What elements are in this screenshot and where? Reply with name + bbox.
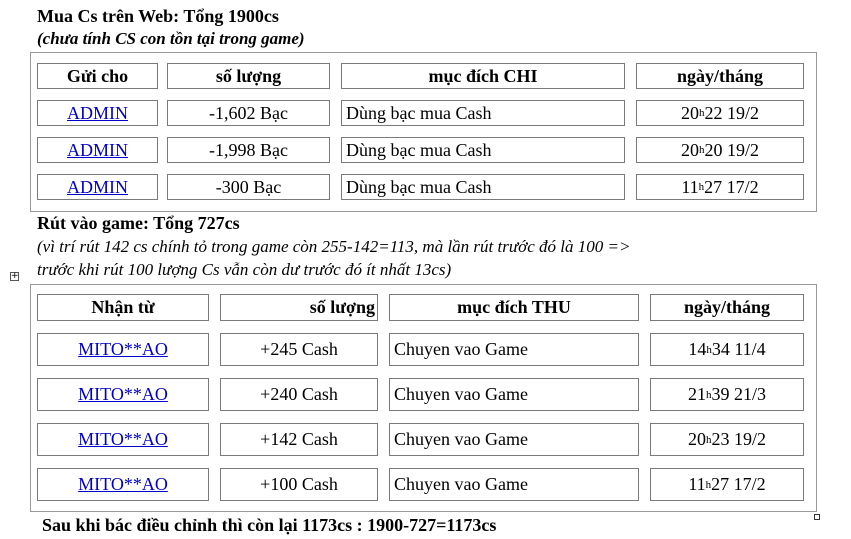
table-row-cell-to bbox=[37, 137, 158, 163]
time-hour: 14 bbox=[688, 339, 707, 359]
table-row-cell-date: 20 h 23 19/2 bbox=[650, 423, 804, 456]
time-rest: 34 11/4 bbox=[711, 339, 766, 359]
table-row-cell-from bbox=[37, 423, 209, 456]
table1-header-purpose: mục đích CHI bbox=[341, 63, 625, 89]
table-row-cell-amount: +245 Cash bbox=[220, 333, 378, 366]
table-row-cell-purpose: Dùng bạc mua Cash bbox=[341, 174, 625, 200]
time-rest: 27 17/2 bbox=[704, 176, 759, 197]
table-row-cell-from bbox=[37, 378, 209, 411]
table-row-cell-date: 14 h 34 11/4 bbox=[650, 333, 804, 366]
time-rest: 23 19/2 bbox=[711, 429, 766, 449]
time-hour: 21 bbox=[687, 384, 706, 404]
resize-handle-icon[interactable] bbox=[814, 514, 820, 520]
time-rest: 22 19/2 bbox=[704, 102, 759, 123]
table-row-cell-date: 21 h 39 21/3 bbox=[650, 378, 804, 411]
table-row-cell-date: 11 h 27 17/2 bbox=[636, 174, 804, 200]
table-row-cell-purpose: Dùng bạc mua Cash bbox=[341, 137, 625, 163]
table2-header-from: Nhận từ bbox=[37, 294, 209, 321]
table2-header-date: ngày/tháng bbox=[650, 294, 804, 321]
recipient-link[interactable]: ADMIN bbox=[67, 139, 128, 160]
table-row-cell-purpose: Chuyen vao Game bbox=[389, 378, 639, 411]
table-row-cell-date: 20 h 22 19/2 bbox=[636, 100, 804, 126]
section2-note-line2: trước khi rút 100 lượng Cs vẫn còn dư trước đó ít nhất 13cs) bbox=[37, 260, 452, 279]
time-hour: 11 bbox=[681, 176, 699, 197]
table-row-cell-amount: -1,998 Bạc bbox=[167, 137, 330, 163]
table2-header-purpose: mục đích THU bbox=[389, 294, 639, 321]
time-hour: 20 bbox=[680, 139, 699, 160]
recipient-link[interactable]: ADMIN bbox=[67, 102, 128, 123]
table-row-cell-to bbox=[37, 174, 158, 200]
table-row-cell-date: 20 h 20 19/2 bbox=[636, 137, 804, 163]
table-row-cell-amount: -1,602 Bạc bbox=[167, 100, 330, 126]
time-rest: 20 19/2 bbox=[704, 139, 759, 160]
table1-header-date: ngày/tháng bbox=[636, 63, 804, 89]
time-rest: 27 17/2 bbox=[711, 474, 766, 494]
table-row-cell-from bbox=[37, 333, 209, 366]
recipient-link[interactable]: ADMIN bbox=[67, 176, 128, 197]
section1-note: (chưa tính CS con tồn tại trong game) bbox=[37, 29, 305, 48]
sender-link[interactable]: MITO**AO bbox=[78, 384, 168, 404]
table-row-cell-amount: +100 Cash bbox=[220, 468, 378, 501]
table-row-cell-from bbox=[37, 468, 209, 501]
sender-link[interactable]: MITO**AO bbox=[78, 474, 168, 494]
table1-header-amount: số lượng bbox=[167, 63, 330, 89]
time-hour: 11 bbox=[688, 474, 706, 494]
time-rest: 39 21/3 bbox=[711, 384, 766, 404]
table-row-cell-amount: +240 Cash bbox=[220, 378, 378, 411]
summary-text: Sau khi bác điều chỉnh thì còn lại 1173cs : 1900-727=1173cs bbox=[42, 515, 497, 535]
sender-link[interactable]: MITO**AO bbox=[78, 339, 168, 359]
table-row-cell-date: 11 h 27 17/2 bbox=[650, 468, 804, 501]
time-hour: 20 bbox=[687, 429, 706, 449]
table-row-cell-purpose: Chuyen vao Game bbox=[389, 468, 639, 501]
table-row-cell-amount: -300 Bạc bbox=[167, 174, 330, 200]
table-row-cell-purpose: Dùng bạc mua Cash bbox=[341, 100, 625, 126]
move-handle-icon[interactable]: + bbox=[11, 271, 19, 281]
table-row-cell-amount: +142 Cash bbox=[220, 423, 378, 456]
section2-note-line1: (vì trí rút 142 cs chính tỏ trong game còn 255-142=113, mà lần rút trước đó là 100 => bbox=[37, 237, 631, 256]
table2-header-amount: số lượng bbox=[220, 294, 378, 321]
table-row-cell-to bbox=[37, 100, 158, 126]
sender-link[interactable]: MITO**AO bbox=[78, 429, 168, 449]
table-row-cell-purpose: Chuyen vao Game bbox=[389, 423, 639, 456]
section1-title: Mua Cs trên Web: Tổng 1900cs bbox=[37, 6, 279, 26]
section2-title: Rút vào game: Tổng 727cs bbox=[37, 213, 240, 233]
time-hour: 20 bbox=[680, 102, 699, 123]
table1-header-to: Gửi cho bbox=[37, 63, 158, 89]
table-row-cell-purpose: Chuyen vao Game bbox=[389, 333, 639, 366]
